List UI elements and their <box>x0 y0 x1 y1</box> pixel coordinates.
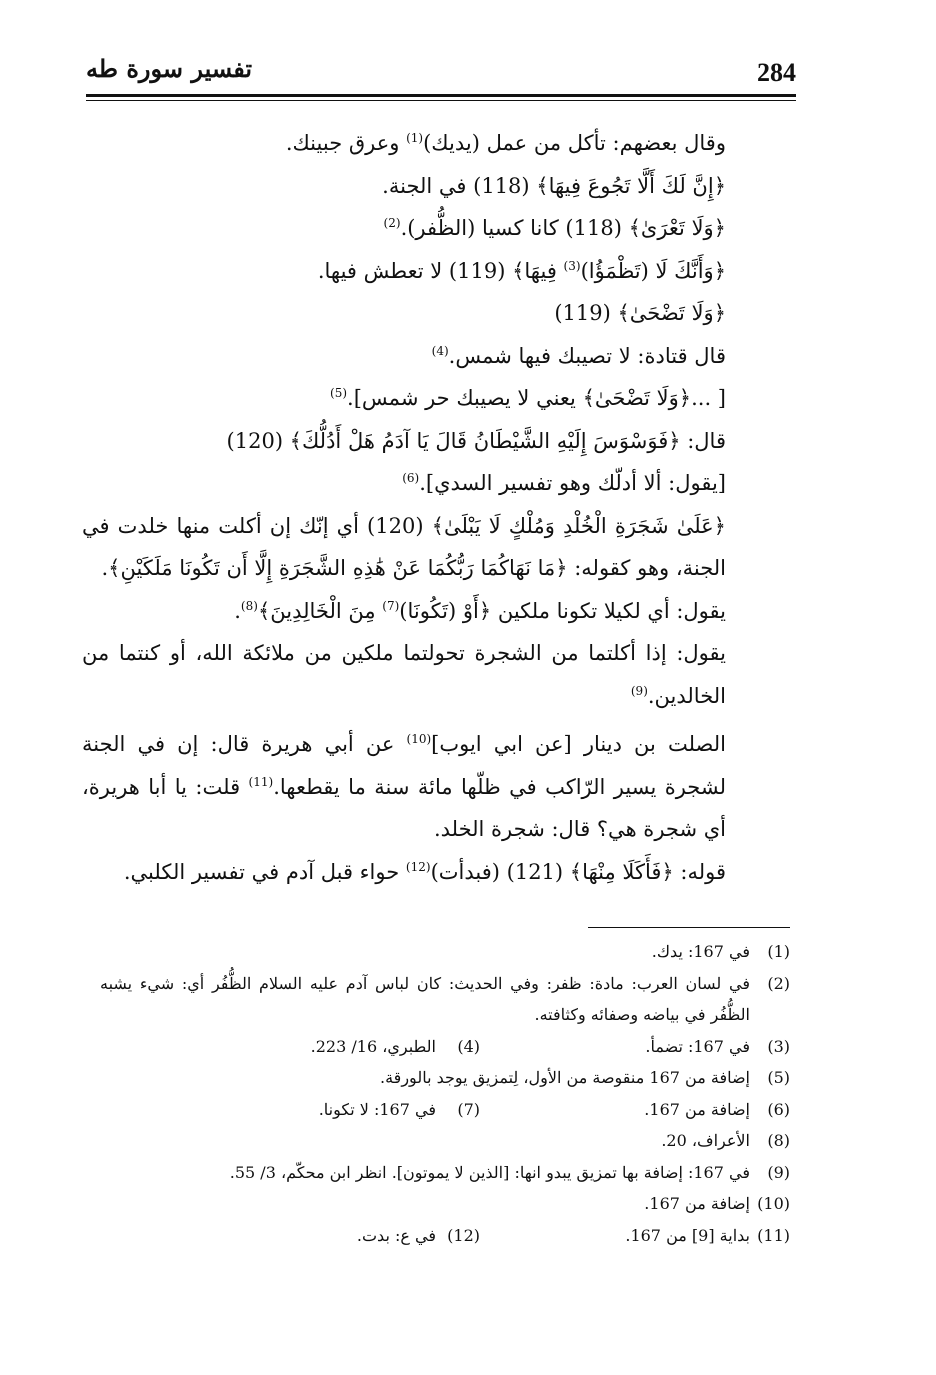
paragraph-3: ﴿وَلَا تَعْرَىٰ﴾ (118) كانا كسيا (الظُّفر).$^{(2)}$ <box>383 216 726 240</box>
footnote-ref: (7) <box>382 598 400 613</box>
footnote-ref: (11) <box>248 774 274 789</box>
page-number: 284 <box>757 58 796 87</box>
paragraph-4: ﴿وَأَنَّكَ لَا (تَظْمَؤُا)$^{(3)}$ فِيهَا﴾ (119) لا تعطش فيها. <box>317 258 726 283</box>
footnote-row-3-4 <box>100 1031 790 1063</box>
footnote-row-11-12 <box>100 1220 790 1252</box>
header-rule-thick <box>86 94 796 97</box>
footnote-ref: (1) <box>406 131 424 145</box>
footnote-ref: (9) <box>630 683 648 698</box>
paragraph-8: قال: ﴿فَوَسْوَسَ إِلَيْهِ الشَّيْطَانُ قَالَ يَا آدَمُ هَلْ أَدُلُّكَ﴾ (120) <box>226 428 726 453</box>
footnote-8: (8) الأعراف، 20. <box>661 1131 790 1150</box>
paragraph-11: يقول: أي لكيلا تكونا ملكين ﴿أَوْ (تَكُونَا)$^{(7)}$ مِنَ الْخَالِدِينَ﴾$^{(8)}$. <box>234 598 726 623</box>
footnote-11: (11) بداية [9] من 167. <box>625 1225 790 1245</box>
running-title: تفسير سورة طه <box>86 54 253 83</box>
footnote-row-6-7 <box>100 1094 790 1126</box>
footnote-5: (5) إضافة من 167 منقوصة من الأول، لِتمزيق يوجد بالورقة. <box>380 1068 790 1087</box>
footnote-1: (1) في 167: يدك. <box>651 942 790 961</box>
paragraph-9: [يقول: ألا أدلّك وهو تفسير السدي].$^{(6)}$ <box>402 471 726 495</box>
footnote-ref: (6) <box>402 471 420 485</box>
footnote-ref: (10) <box>406 732 432 746</box>
main-text <box>82 122 790 893</box>
footnote-separator <box>588 927 790 928</box>
paragraph-10: ﴿عَلَىٰ شَجَرَةِ الْخُلْدِ وَمُلْكٍ لَا يَبْلَىٰ﴾ (120) أي إنّك إن أكلت منها خلدت في الجنة، وهو كقوله: ﴿مَا نَهَاكُمَا رَبُّكُمَا عَنْ هَٰذِهِ الشَّجَرَةِ إِلَّا أَن تَكُونَا مَلَكَيْنِ﴾. <box>82 513 726 580</box>
footnotes <box>100 936 790 1251</box>
paragraph-5: ﴿وَلَا تَضْحَىٰ﴾ (119) <box>554 301 726 325</box>
footnote-4: (4) الطبري، 16/ 223. <box>310 1036 480 1056</box>
footnote-2: (2) في لسان العرب: مادة: ظفر: وفي الحديث: كان لباس آدم عليه السلام الظُّفُر أي: شيء يشبه الظُّفُر في بياضه وصفائه وكثافته. <box>100 973 790 1024</box>
paragraph-1: وقال بعضهم: تأكل من عمل (يديك)$^{(1)}$ وعرق جبينك. <box>285 131 726 155</box>
paragraph-2: ﴿إِنَّ لَكَ أَلَّا تَجُوعَ فِيهَا﴾ (118) في الجنة. <box>382 173 726 198</box>
paragraph-14: قوله: ﴿فَأَكَلَا مِنْهَا﴾ (121) (فبدأت)$^{(12)}$ حواء قبل آدم في تفسير الكلبي. <box>123 859 726 884</box>
page-header <box>86 54 796 94</box>
footnote-ref: (4) <box>431 343 449 358</box>
footnote-ref: (12) <box>405 859 431 874</box>
footnote-ref: (5) <box>330 386 348 400</box>
paragraph-6: قال قتادة: لا تصيبك فيها شمس.$^{(4)}$ <box>431 343 726 368</box>
footnote-9: (9) في 167: إضافة بها تمزيق يبدو انها: [الذين لا يموتون]. انظر ابن محكّم، 3/ 55. <box>229 1162 790 1182</box>
footnote-ref: (3) <box>563 258 581 273</box>
footnote-ref: (8) <box>240 598 258 613</box>
header-rule-thin <box>86 100 796 101</box>
paragraph-13: الصلت بن دينار [عن ابي ايوب]$^{(10)}$ عن أبي هريرة قال: إن في الجنة لشجرة يسير الرّاكب في ظلّها مائة سنة ما يقطعها.$^{(11)}$ قلت: يا أبا هريرة، أي شجرة هي؟ قال: شجرة الخلد. <box>82 732 726 841</box>
footnote-7: (7) في 167: لا تكونا. <box>318 1099 480 1119</box>
footnote-3: (3) في 167: تضمأ. <box>645 1036 790 1056</box>
paragraph-7: [ ...﴿وَلَا تَضْحَىٰ﴾ يعني لا يصيبك حر شمس].$^{(5)}$ <box>330 386 726 410</box>
footnote-ref: (2) <box>383 216 401 230</box>
paragraph-12: يقول: إذا أكلتما من الشجرة تحولتما ملكين من ملائكة الله، أو كنتما من الخالدين.$^{(9)}$ <box>82 641 726 708</box>
footnote-6: (6) إضافة من 167. <box>644 1099 790 1119</box>
footnote-10: (10) إضافة من 167. <box>644 1194 790 1213</box>
footnote-12: (12) في ع: بدت. <box>356 1225 480 1245</box>
